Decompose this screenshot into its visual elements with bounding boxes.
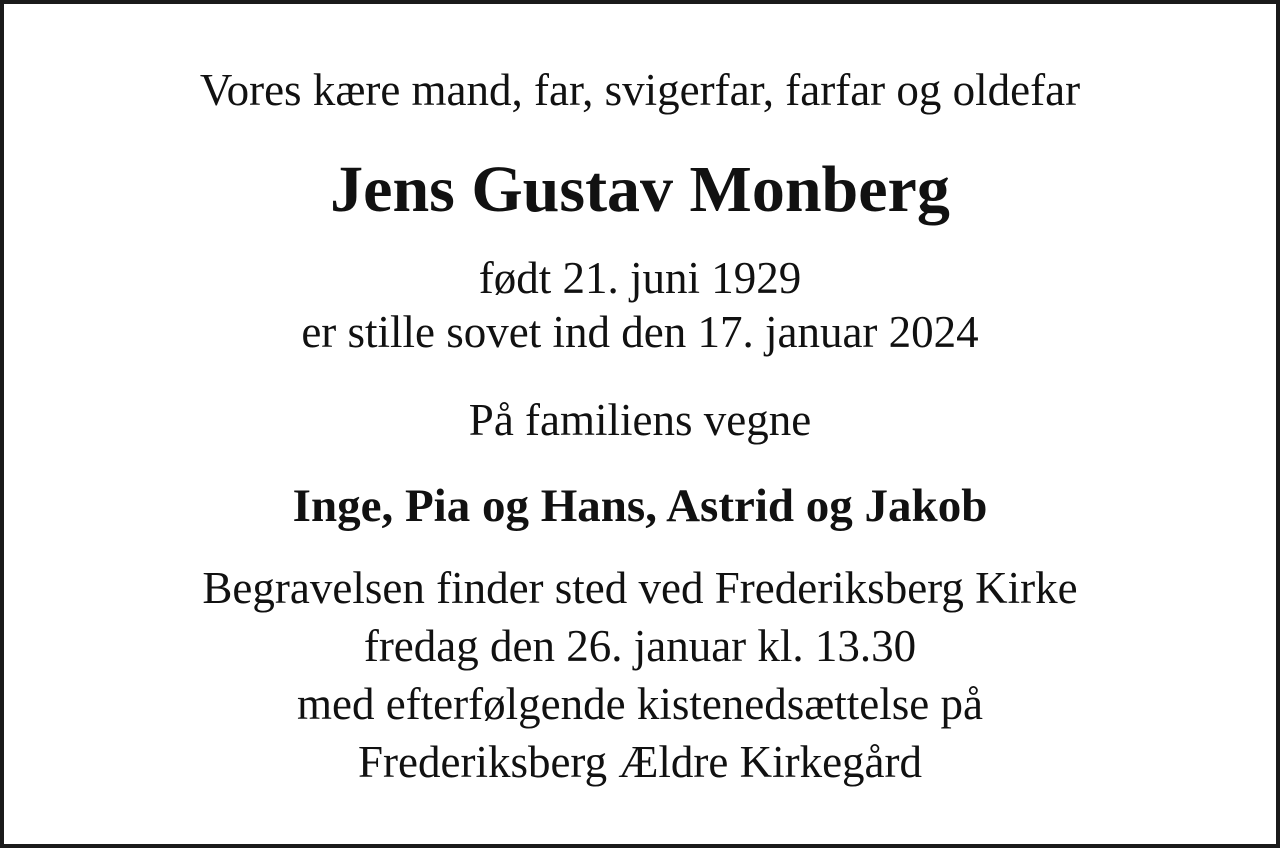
funeral-line: Frederiksberg Ældre Kirkegård <box>358 737 922 787</box>
on-behalf-line: På familiens vegne <box>468 395 812 445</box>
intro-line: Vores kære mand, far, svigerfar, farfar og oldefar <box>199 65 1081 115</box>
funeral-line: med efterfølgende kistenedsættelse på <box>296 679 983 729</box>
funeral-line: fredag den 26. januar kl. 13.30 <box>363 621 917 671</box>
birth-date-line: født 21. juni 1929 <box>478 253 802 303</box>
family-names: Inge, Pia og Hans, Astrid og Jakob <box>292 480 988 532</box>
deceased-name: Jens Gustav Monberg <box>330 153 950 226</box>
death-date-line: er stille sovet ind den 17. januar 2024 <box>301 307 979 357</box>
funeral-line: Begravelsen finder sted ved Frederiksberg Kirke <box>202 563 1078 613</box>
